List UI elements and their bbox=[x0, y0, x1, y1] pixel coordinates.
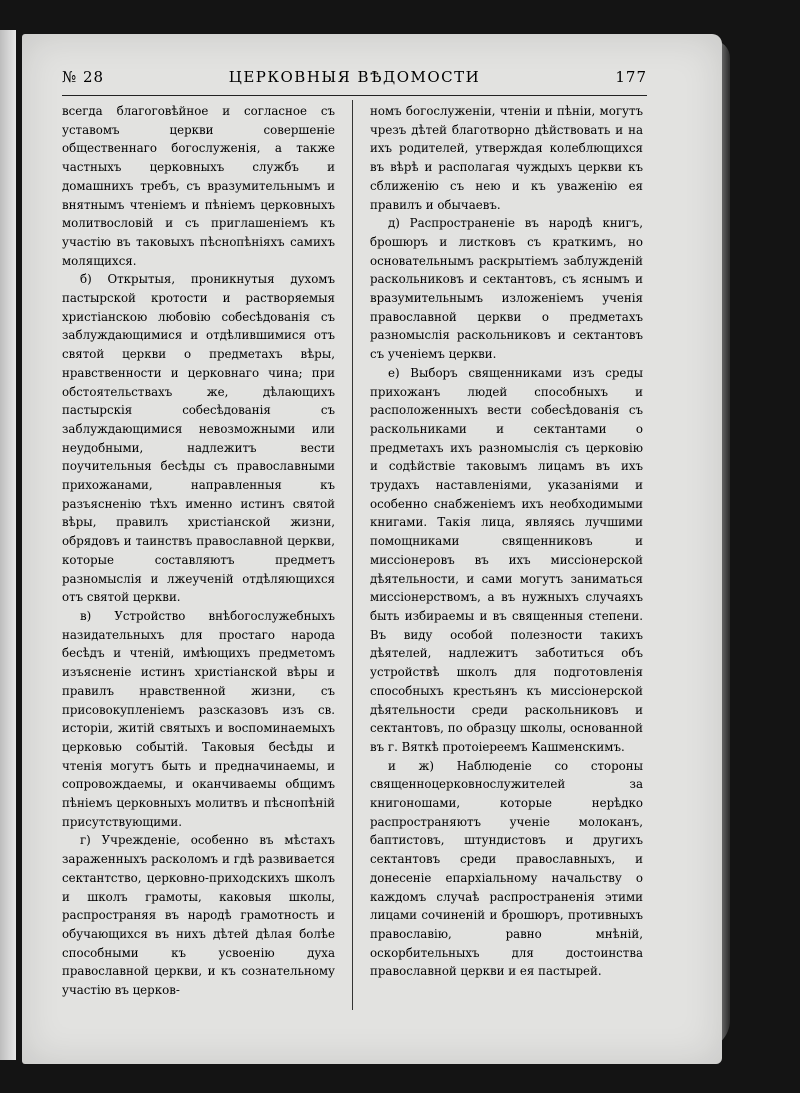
paragraph: б) Открытыя, проникнутыя духомъ пастырской кротости и растворяемыя христіанскою любовію собесѣдованія съ заблуждающимися и отдѣлившимися отъ святой церкви о предметахъ вѣры, нравственности и церковнаго чина; при обстоятельствахъ же, дѣлающихъ пастырскія собесѣдованія съ заблуждающимися невозможными или неудобными, надлежитъ вести поучительныя бесѣды съ православными прихожанами, направленныя къ разъясненію тѣхъ именно истинъ святой вѣры, правилъ христіанской жизни, обрядовъ и таинствъ православной церкви, которые составляютъ предметъ разномыслія и лжеученій отдѣляющихся отъ святой церкви. bbox=[62, 272, 335, 605]
issue-number: № 28 bbox=[62, 68, 105, 86]
header-rule bbox=[62, 95, 647, 96]
left-column bbox=[62, 102, 335, 1000]
book-page-edge-left bbox=[0, 30, 16, 1060]
paragraph: е) Выборъ священниками изъ среды прихожанъ людей способныхъ и расположенныхъ вести собесѣдованія съ раскольниками и сектантами о предметахъ ихъ разномыслія съ церковію и содѣйствіе таковымъ лицамъ въ ихъ трудахъ наставленіями, указаніями и особенно снабженіемъ ихъ необходимыми книгами. Такія лица, являясь лучшими помощниками священниковъ и миссіонеровъ въ ихъ миссіонерской дѣятельности, и сами могутъ заниматься миссіонерствомъ, а въ нужныхъ случаяхъ быть избираемы и въ священныя степени. Въ виду особой полезности такихъ дѣятелей, надлежитъ заботиться объ устройствѣ школъ для подготовленія способныхъ крестьянъ къ миссіонерской дѣятельности среди раскольниковъ и сектантовъ, по образцу школы, основанной въ г. Вяткѣ протоіереемъ Кашменскимъ. bbox=[370, 365, 643, 754]
page-number: 177 bbox=[615, 68, 647, 86]
periodical-title: ЦЕРКОВНЫЯ ВѢДОМОСТИ bbox=[228, 68, 481, 86]
page-header bbox=[62, 68, 647, 90]
paragraph: в) Устройство внѣбогослужебныхъ назидательныхъ для простаго народа бесѣдъ и чтеній, имѣющихъ предметомъ изъясненіе истинъ христіанской вѣры и правилъ нравственной жизни, съ присовокупленіемъ разсказовъ изъ св. исторіи, житій святыхъ и воспоминаемыхъ церковью событій. Таковыя бесѣды и чтенія могутъ быть и предначинаемы, и сопровождаемы, и оканчиваемы общимъ пѣніемъ церковныхъ молитвъ и пѣснопѣній присутствующими. bbox=[62, 608, 335, 829]
paragraph: г) Учрежденіе, особенно въ мѣстахъ зараженныхъ расколомъ и гдѣ развивается сектантство, церковно-приходскихъ школъ и школъ грамоты, каковыя школы, распространяя въ народѣ грамотность и обучающихся въ нихъ дѣтей дѣлая болѣе способными къ усвоенію духа православной церкви, и къ сознательному участію въ церков- bbox=[62, 833, 335, 998]
column-divider bbox=[352, 100, 353, 1010]
paragraph: всегда благоговѣйное и согласное съ уставомъ церкви совершеніе общественнаго богослуженія, а также частныхъ церковныхъ службъ и домашнихъ требъ, съ вразумительнымъ и внятнымъ чтеніемъ и пѣніемъ церковныхъ молитвословій и съ приглашеніемъ къ участію въ таковыхъ пѣснопѣніяхъ самихъ молящихся. bbox=[62, 104, 335, 268]
right-column bbox=[370, 102, 643, 981]
paragraph: и ж) Наблюденіе со стороны священноцерковнослужителей за книгоношами, которые нерѣдко распространяютъ ученіе молоканъ, баптистовъ, штундистовъ и другихъ сектантовъ среди православныхъ, и донесеніе епархіальному начальству о каждомъ случаѣ распространенія этими лицами сочиненій и брошюръ, противныхъ православію, равно мнѣній, оскорбительныхъ для достоинства православной церкви и ея пастырей. bbox=[370, 758, 643, 979]
paragraph: д) Распространеніе въ народѣ книгъ, брошюръ и листковъ съ краткимъ, но основательнымъ раскрытіемъ заблужденій раскольниковъ и сектантовъ, съ яснымъ и вразумительнымъ изложеніемъ ученія православной церкви о предметахъ разномыслія раскольниковъ и сектантовъ съ ученіемъ церкви. bbox=[370, 216, 643, 362]
paragraph: номъ богослуженіи, чтеніи и пѣніи, могутъ чрезъ дѣтей благотворно дѣйствовать и на ихъ родителей, утверждая колеблющихся въ вѣрѣ и располагая чуждыхъ церкви къ сближенію съ нею и къ уваженію ея правилъ и обычаевъ. bbox=[370, 104, 643, 212]
